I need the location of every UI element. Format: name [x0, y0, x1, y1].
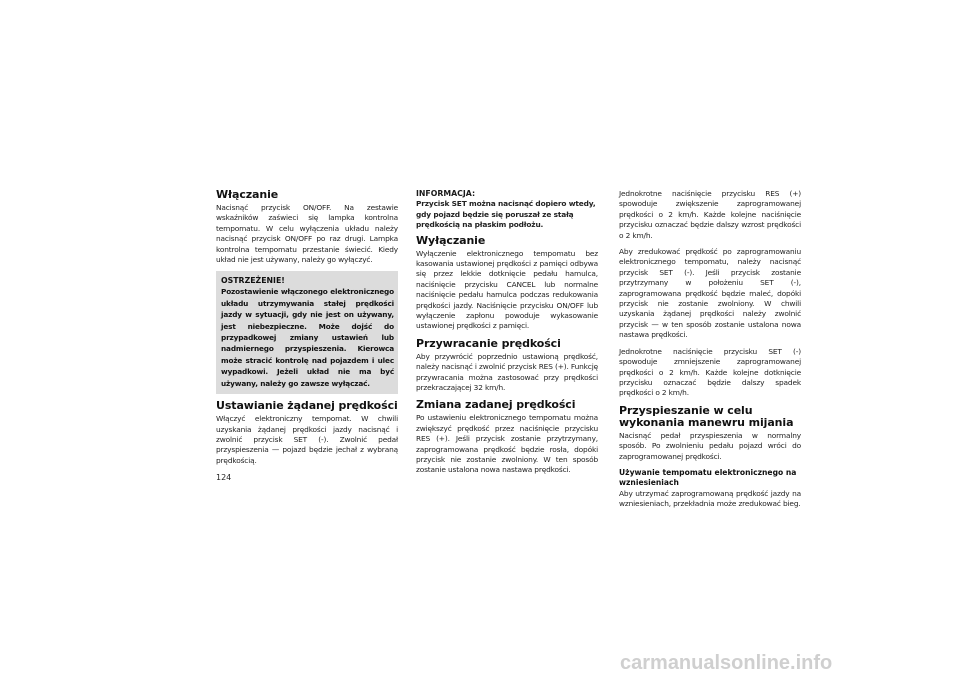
column-middle — [416, 189, 598, 482]
heading-wlaczanie: Włączanie — [216, 188, 279, 201]
heading-ustawianie: Ustawianie żądanej prędkości — [216, 399, 398, 413]
paragraph-set-reduce: Aby zredukować prędkość po zaprogramowaniu elektronicznego tempomatu, należy nacisnąć przycisk SET (-). Jeśli przycisk zostanie przytrzymany w położeniu SET (-), zaprogramowana prędkość będzie maleć, dopóki przycisk nie zostanie zwolniony. W chwili uzyskania żądanej prędkości należy zwolnić przycisk — w ten sposób zostanie ustalona nowa nastawa prędkości. — [619, 247, 801, 340]
column-right — [619, 189, 801, 516]
paragraph-przywracanie: Aby przywrócić poprzednio ustawioną prędkość, należy nacisnąć i zwolnić przycisk RES (+). Funkcję przywracania można zastosować przy prędkości przekraczającej 32 km/h. — [416, 351, 598, 392]
paragraph-wlaczanie: Nacisnąć przycisk ON/OFF. Na zestawie wskaźników zaświeci się lampka kontrolna tempomatu. W celu wyłączenia układu należy nacisnąć przycisk ON/OFF po raz drugi. Lampka kontrolna tempomatu przestanie świecić. Kiedy układ nie jest używany, należy go wyłączyć. — [216, 203, 398, 265]
heading-przyspieszanie: Przyspieszanie w celu wykonania manewru mijania — [619, 403, 794, 429]
paragraph-zmiana: Po ustawieniu elektronicznego tempomatu można zwiększyć prędkość przez naciśnięcie przycisku RES (+). Jeśli przycisk zostanie przytrzymany, zaprogramowana prędkość będzie rosła, dopóki przycisk nie zostanie zwolniony. W ten sposób zostanie ustalona nowa nastawa prędkości. — [416, 413, 598, 475]
paragraph-przyspieszanie: Nacisnąć pedał przyspieszenia w normalny sposób. Po zwolnieniu pedału pojazd wróci do zaprogramowanej prędkości. — [619, 430, 801, 461]
warning-title: OSTRZEŻENIE! — [221, 276, 285, 286]
heading-przywracanie: Przywracanie prędkości — [416, 336, 561, 350]
column-left — [216, 189, 398, 472]
info-text: Przycisk SET można nacisnąć dopiero wtedy, gdy pojazd będzie się poruszał ze stałą prędkością na płaskim podłożu. — [416, 199, 596, 229]
paragraph-res-increment: Jednokrotne naciśnięcie przycisku RES (+) spowoduje zwiększenie zaprogramowanej prędkości o 2 km/h. Każde kolejne naciśnięcie przycisku oznaczać będzie dalszy wzrost prędkości o 2 km/h. — [619, 189, 801, 240]
paragraph-set-decrement: Jednokrotne naciśnięcie przycisku SET (-) spowoduje zmniejszenie zaprogramowanej prędkości o 2 km/h. Każde kolejne dotknięcie przycisku oznaczać będzie dalszy spadek prędkości o 2 km/h. — [619, 346, 801, 398]
paragraph-wzniesienia: Aby utrzymać zaprogramowaną prędkość jazdy na wzniesieniach, przekładnia może zredukować bieg. — [619, 488, 801, 509]
warning-box — [216, 271, 398, 394]
info-title: INFORMACJA: — [416, 189, 476, 198]
warning-text: Pozostawienie włączonego elektronicznego układu utrzymywania stałej prędkości jazdy w sytuacji, gdy nie jest on używany, jest niebezpieczne. Może dojść do przypadkowej zmiany ustawień lub nadmiernego przyspieszenia. Kierowca może stracić kontrolę nad pojazdem i ulec wypadkowi. Jeżeli układ nie ma być używany, należy go zawsze wyłączać. — [221, 287, 394, 388]
watermark: carmanualsonline.info — [620, 652, 833, 674]
paragraph-ustawianie: Włączyć elektroniczny tempomat. W chwili uzyskania żądanej prędkości jazdy nacisnąć i zwolnić przycisk SET (-). Zwolnić pedał przyspieszenia — pojazd będzie jechał z wybraną prędkością. — [216, 414, 398, 465]
heading-wylaczanie: Wyłączanie — [416, 233, 486, 247]
page-number: 124 — [216, 473, 232, 482]
subheading-wzniesienia: Używanie tempomatu elektronicznego na wzniesieniach — [619, 467, 797, 487]
paragraph-wylaczanie: Wyłączenie elektronicznego tempomatu bez kasowania ustawionej prędkości z pamięci odbywa się przez lekkie dotknięcie pedału hamulca, naciśnięcie przycisku CANCEL lub normalne naciśnięcie pedału hamulca podczas redukowania prędkości jazdy. Naciśnięcie przycisku ON/OFF lub wyłączenie zapłonu powoduje wykasowanie ustawionej prędkości z pamięci. — [416, 248, 598, 331]
heading-zmiana: Zmiana zadanej prędkości — [416, 398, 576, 412]
